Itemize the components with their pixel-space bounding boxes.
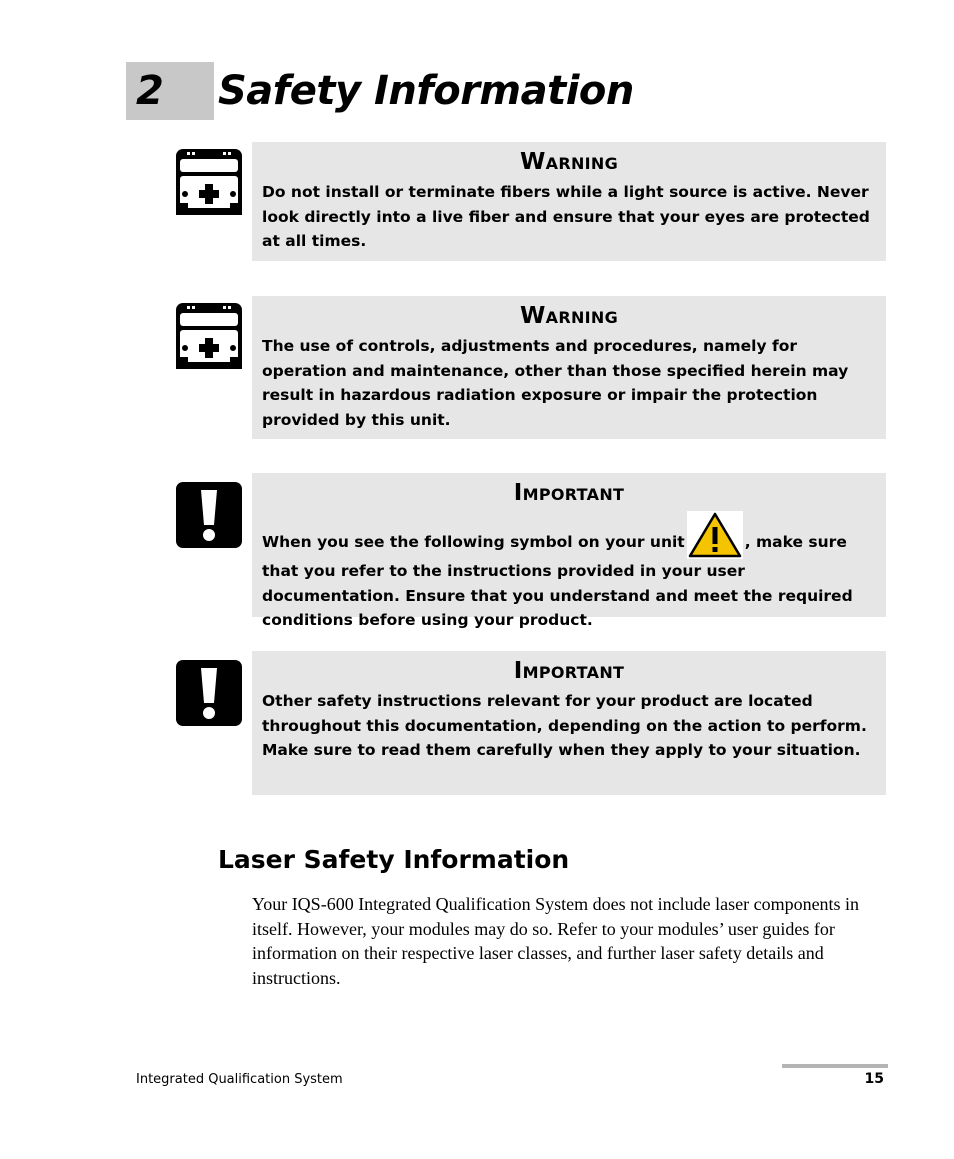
- warning-triangle-icon: [687, 511, 743, 559]
- warning-notice: [252, 142, 886, 261]
- notice-text: Other safety instructions relevant for your product are located throughout this documentation, depending on the action to perform. Make sure to read them carefully when they apply to your situation.: [262, 692, 867, 760]
- footer-doc-title: Integrated Qualification System: [136, 1072, 343, 1087]
- section-body: Your IQS-600 Integrated Qualification System does not include laser components in itself. However, your modules may do so. Refer to your modules’ user guides for information on their respective laser classes, and further laser safety details and instructions.: [252, 894, 860, 988]
- important-notice: [252, 473, 886, 630]
- chapter-number: 2: [136, 68, 164, 114]
- exclamation-icon: [175, 659, 243, 727]
- important-notice: [252, 651, 886, 795]
- ambulance-icon: [175, 302, 243, 370]
- exclamation-icon: [175, 481, 243, 549]
- ambulance-icon: [175, 148, 243, 216]
- notice-text-before: When you see the following symbol on your unit: [262, 533, 685, 551]
- notice-text: Do not install or terminate fibers while a light source is active. Never look directly into a live fiber and ensure that your eyes are protected at all times.: [262, 183, 870, 251]
- page-title: Safety Information: [218, 68, 634, 114]
- notice-text: [262, 511, 876, 633]
- notice-text: The use of controls, adjustments and procedures, namely for operation and maintenance, other than those specified herein may result in hazardous radiation exposure or impair the protection provided by this unit.: [262, 337, 849, 429]
- notice-heading: Warning: [519, 149, 619, 175]
- footer-divider: [782, 1064, 888, 1068]
- notice-heading: Warning: [519, 303, 619, 329]
- notice-heading: Important: [513, 658, 625, 684]
- warning-notice: [252, 296, 886, 439]
- notice-text-after: , make sure that you refer to the instructions provided in your user documentation. Ensure that you understand and meet the required conditions before using your product.: [262, 533, 853, 630]
- page-number: 15: [864, 1071, 884, 1087]
- notice-heading: Important: [513, 480, 625, 506]
- section-heading: Laser Safety Information: [218, 845, 570, 874]
